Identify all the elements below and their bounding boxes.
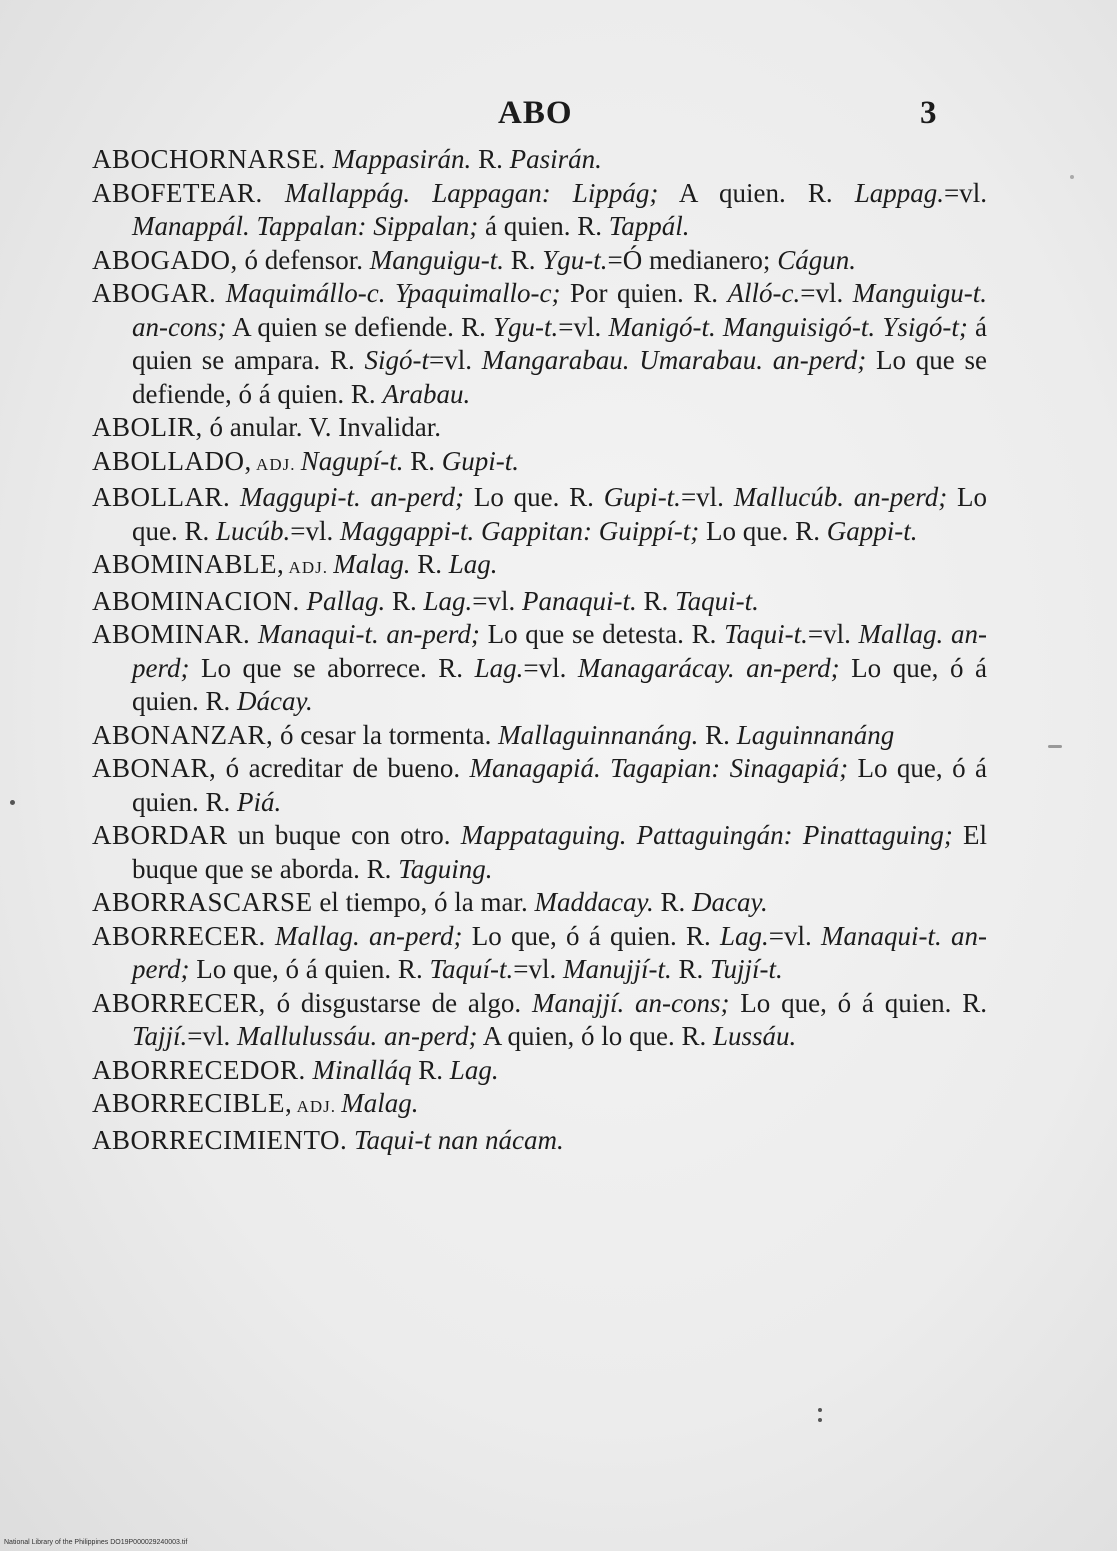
entry-text: Lo que, ó á quien. R. xyxy=(132,652,987,716)
dictionary-entry xyxy=(92,244,987,278)
entry-headword: ABONAR, xyxy=(92,753,217,783)
entry-abbrev: ADJ. xyxy=(251,454,301,474)
entry-text: Lo que. R. xyxy=(464,482,604,512)
entry-headword: ABORRECER, xyxy=(92,987,266,1018)
entry-text: =vl. xyxy=(800,278,853,308)
entry-text: A quien, ó lo que. R. xyxy=(477,1021,714,1051)
entry-italic-text: Tappál. xyxy=(608,211,690,241)
ink-speck xyxy=(10,800,15,805)
dictionary-entry xyxy=(92,585,987,619)
entry-italic-text: Nagupí-t. xyxy=(300,445,404,476)
entry-italic-text: Manguigu-t. an-cons; xyxy=(132,278,987,342)
entry-text: á quien. R. xyxy=(478,211,609,241)
entry-text: =vl. xyxy=(523,652,578,683)
entry-italic-text: Dácay. xyxy=(237,686,313,716)
entry-italic-text: Manaqui-t. an-perd; xyxy=(132,920,987,984)
entry-italic-text: Malag. xyxy=(341,1088,419,1118)
entry-italic-text: Manappál. Tappalan: Sippalan; xyxy=(132,211,479,241)
entry-italic-text: Mallag. an-perd; xyxy=(265,920,463,951)
entry-text: ó disgustarse de algo. xyxy=(265,987,532,1018)
entry-italic-text: Manujjí-t. xyxy=(562,954,672,984)
entry-italic-text: Mappasirán. xyxy=(325,144,472,174)
entry-text: =vl. xyxy=(428,345,482,375)
entry-italic-text: Minalláq xyxy=(305,1054,412,1085)
entry-text: Lo que. R. xyxy=(132,482,987,546)
entry-headword: ABOFETEAR. xyxy=(92,177,263,208)
entry-headword: ABORRECEDOR. xyxy=(92,1054,306,1085)
entry-text: =vl. xyxy=(513,954,563,984)
entry-text: Lo que, ó á quien. R. xyxy=(462,920,720,951)
entry-italic-text: Taguing. xyxy=(398,853,493,884)
entry-text: á quien se ampara. R. xyxy=(132,311,987,375)
entry-headword: ABONANZAR, xyxy=(92,719,274,750)
entry-italic-text: Manguigu-t. xyxy=(369,244,504,275)
entry-italic-text: Dacay. xyxy=(692,887,768,917)
dictionary-entry xyxy=(92,143,987,177)
entry-italic-text: Arabau. xyxy=(382,378,471,409)
entry-text: R. xyxy=(503,244,543,275)
entry-italic-text: Lag. xyxy=(449,1054,499,1085)
entry-text: Lo que, ó á quien. R. xyxy=(729,987,987,1018)
entry-italic-text: Lag. xyxy=(720,920,769,951)
entry-italic-text: Maddacay. xyxy=(534,887,654,917)
entry-text: Lo que se detesta. R. xyxy=(479,619,725,649)
entry-text: un buque con otro. xyxy=(227,820,461,850)
entry-text: ó cesar la tormenta. xyxy=(273,719,499,750)
entry-italic-text: Gupi-t. xyxy=(441,445,520,476)
entry-text: =vl. xyxy=(187,1021,238,1051)
entry-italic-text: Piá. xyxy=(237,786,282,817)
entry-headword: ABORDAR xyxy=(92,820,228,850)
entry-italic-text: Laguinnanáng xyxy=(736,719,895,750)
ink-speck xyxy=(1070,175,1074,179)
entry-headword: ABOLLADO, xyxy=(92,445,252,476)
entry-italic-text: Malag. xyxy=(333,549,411,579)
entry-italic-text: Maggupi-t. an-perd; xyxy=(230,482,465,512)
entry-italic-text: Lussáu. xyxy=(713,1021,797,1051)
entry-text: R. xyxy=(636,585,676,616)
entry-text: ó anular. V. Invalidar. xyxy=(202,412,441,442)
entry-headword: ABOMINAR. xyxy=(92,619,251,649)
entry-headword: ABOLLAR. xyxy=(92,482,231,512)
entry-text: Lo que, ó á quien. R. xyxy=(189,954,430,984)
entry-abbrev: ADJ. xyxy=(292,1097,342,1116)
ink-speck xyxy=(818,1408,822,1412)
dictionary-entry xyxy=(92,752,987,819)
dictionary-entry xyxy=(92,987,987,1054)
entry-italic-text: Ygu-t. xyxy=(493,311,559,342)
running-header xyxy=(0,95,1117,145)
entry-italic-text: Managapiá. Tagapian: Sinagapiá; xyxy=(469,753,849,783)
entry-italic-text: Sigó-t xyxy=(364,345,429,375)
entry-italic-text: Alló-c. xyxy=(727,278,801,308)
entry-italic-text: Tujjí-t. xyxy=(710,954,783,984)
entry-text: Lo que. R. xyxy=(699,515,827,546)
entry-text: =vl. xyxy=(807,619,859,649)
dictionary-entry xyxy=(92,886,987,920)
entry-italic-text: Pallag. xyxy=(299,585,386,616)
entry-text: R. xyxy=(385,585,424,616)
entry-headword: ABOCHORNARSE. xyxy=(92,144,326,174)
entry-italic-text: Taqui-t nan nácam. xyxy=(347,1124,564,1155)
entry-italic-text: Lag. xyxy=(474,652,524,683)
dictionary-entry xyxy=(92,819,987,886)
entry-headword: ABOLIR, xyxy=(92,412,203,442)
dictionary-entries xyxy=(92,143,987,1157)
entry-headword: ABORRECIMIENTO. xyxy=(92,1124,348,1155)
entry-italic-text: Manigó-t. Manguisigó-t. Ysigó-t; xyxy=(608,311,968,342)
entry-italic-text: Maggappi-t. Gappitan: Guippí-t; xyxy=(339,515,700,546)
entry-italic-text: Ygu-t. xyxy=(542,244,608,275)
dictionary-entry xyxy=(92,548,987,585)
entry-text: =vl. xyxy=(680,482,734,512)
entry-headword: ABORRECIBLE, xyxy=(92,1088,293,1118)
entry-italic-text: Lucúb. xyxy=(216,515,291,546)
dictionary-entry xyxy=(92,618,987,719)
entry-italic-text: Mangarabau. Umarabau. an-perd; xyxy=(481,345,867,375)
entry-italic-text: Mallucúb. an-perd; xyxy=(733,482,948,512)
entry-headword: ABOGAR. xyxy=(92,278,217,308)
entry-italic-text: Mallappág. Lappagan: Lippág; xyxy=(262,177,659,208)
dictionary-entry xyxy=(92,277,987,411)
entry-text: A quien se defiende. R. xyxy=(226,311,494,342)
dictionary-entry xyxy=(92,411,987,445)
entry-text: =Ó medianero; xyxy=(607,244,778,275)
entry-italic-text: Mappataguing. Pattaguingán: Pinattaguing; xyxy=(460,820,953,850)
entry-text: =vl. xyxy=(944,177,987,208)
dictionary-entry xyxy=(92,719,987,753)
entry-text: Por quien. R. xyxy=(560,278,728,308)
ink-speck xyxy=(818,1418,822,1422)
dictionary-entry xyxy=(92,177,987,244)
entry-text: R. xyxy=(471,144,510,174)
scan-footer: National Library of the Philippines DO19P000029240003.tif xyxy=(4,1539,188,1546)
entry-italic-text: Gupi-t. xyxy=(603,482,681,512)
entry-italic-text: Gappi-t. xyxy=(826,515,918,546)
entry-italic-text: Taquí-t. xyxy=(429,954,514,984)
entry-text: R. xyxy=(410,549,449,579)
entry-italic-text: Cágun. xyxy=(777,244,856,275)
dictionary-entry xyxy=(92,481,987,548)
entry-italic-text: Manajjí. an-cons; xyxy=(531,987,730,1018)
entry-text: R. xyxy=(698,719,737,750)
entry-italic-text: Mallulussáu. an-perd; xyxy=(237,1021,478,1051)
entry-text: El buque que se aborda. R. xyxy=(132,820,987,884)
entry-italic-text: Taqui-t. xyxy=(675,585,759,616)
dictionary-entry xyxy=(92,1124,987,1158)
entry-text: ó acreditar de bueno. xyxy=(216,753,470,783)
header-guide-word: ABO xyxy=(498,95,573,131)
entry-text: Lo que, ó á quien. R. xyxy=(132,753,987,817)
entry-abbrev: ADJ. xyxy=(284,558,334,577)
dictionary-entry xyxy=(92,920,987,987)
entry-text: Lo que se defiende, ó á quien. R. xyxy=(132,345,987,409)
entry-italic-text: Maquimállo-c. Ypaquimallo-c; xyxy=(216,278,561,308)
entry-text: A quien. R. xyxy=(658,177,855,208)
entry-text: Lo que se aborrece. R. xyxy=(189,652,475,683)
ink-speck xyxy=(1048,745,1062,748)
entry-italic-text: Panaqui-t. xyxy=(522,585,637,616)
entry-headword: ABOMINABLE, xyxy=(92,549,285,579)
entry-italic-text: Lag. xyxy=(423,585,473,616)
entry-italic-text: Tajjí. xyxy=(132,1021,188,1051)
entry-text: =vl. xyxy=(290,515,340,546)
entry-text: R. xyxy=(653,887,693,917)
entry-italic-text: Lappag. xyxy=(854,177,945,208)
page-number: 3 xyxy=(920,95,937,131)
dictionary-entry xyxy=(92,1087,987,1124)
entry-headword: ABORRECER. xyxy=(92,920,266,951)
entry-italic-text: Manaqui-t. an-perd; xyxy=(250,619,480,649)
entry-text: el tiempo, ó la mar. xyxy=(312,887,535,917)
entry-text: R. xyxy=(403,445,442,476)
entry-text: =vl. xyxy=(558,311,609,342)
entry-text: R. xyxy=(411,1054,450,1085)
entry-text: R. xyxy=(671,954,710,984)
entry-italic-text: Taqui-t. xyxy=(724,619,808,649)
entry-text: ó defensor. xyxy=(237,244,370,275)
entry-italic-text: Mallag. an-perd; xyxy=(132,619,987,683)
entry-italic-text: Pasirán. xyxy=(509,144,602,174)
entry-headword: ABOMINACION. xyxy=(92,585,300,616)
dictionary-entry xyxy=(92,445,987,482)
entry-headword: ABOGADO, xyxy=(92,244,238,275)
entry-text: =vl. xyxy=(768,920,822,951)
entry-text: =vl. xyxy=(472,585,523,616)
entry-italic-text: Managarácay. an-perd; xyxy=(577,652,840,683)
entry-italic-text: Mallaguinnanáng. xyxy=(498,719,699,750)
dictionary-entry xyxy=(92,1054,987,1088)
entry-italic-text: Lag. xyxy=(448,549,498,579)
entry-headword: ABORRASCARSE xyxy=(92,887,313,917)
